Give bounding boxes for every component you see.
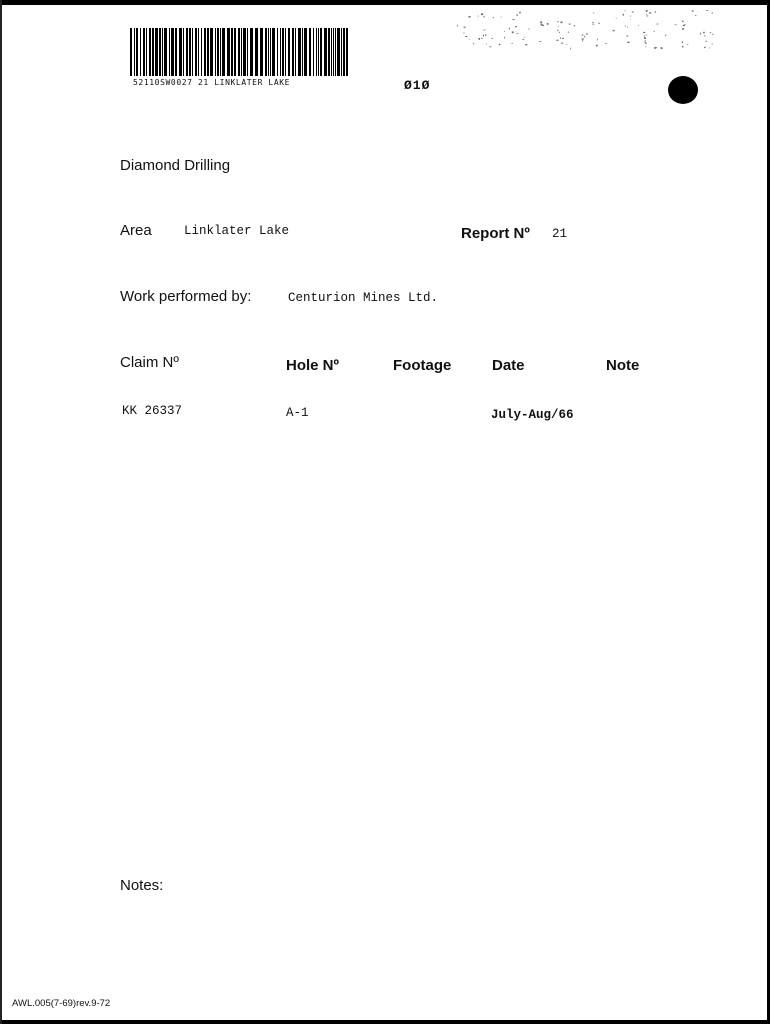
scan-edge-left (0, 0, 2, 1024)
scan-noise (455, 10, 715, 50)
notes-label: Notes: (120, 877, 164, 894)
report-value: 21 (552, 227, 568, 241)
column-header-hole: Hole Nº (286, 357, 339, 374)
file-code: Ø1Ø (404, 78, 431, 93)
form-code: AWL.005(7-69)rev.9-72 (12, 998, 111, 1009)
scan-edge-top (0, 0, 770, 5)
report-label: Report Nº (461, 225, 530, 242)
work-performed-label: Work performed by: (120, 288, 252, 305)
area-value: Linklater Lake (184, 224, 290, 238)
scan-edge-bottom (0, 1020, 770, 1024)
barcode-caption: 52110SW0027 21 LINKLATER LAKE (133, 78, 291, 87)
work-performed-value: Centurion Mines Ltd. (288, 291, 439, 305)
punch-hole-mark (668, 76, 698, 104)
area-label: Area (120, 222, 152, 239)
column-header-footage: Footage (393, 357, 452, 374)
column-header-date: Date (492, 357, 525, 374)
table-cell-claim: KK 26337 (122, 404, 183, 418)
column-header-claim: Claim Nº (120, 354, 179, 371)
table-cell-hole: A-1 (286, 406, 309, 420)
form-title: Diamond Drilling (120, 157, 231, 174)
column-header-note: Note (606, 357, 640, 374)
table-cell-date: July-Aug/66 (491, 408, 574, 422)
barcode (130, 28, 350, 76)
